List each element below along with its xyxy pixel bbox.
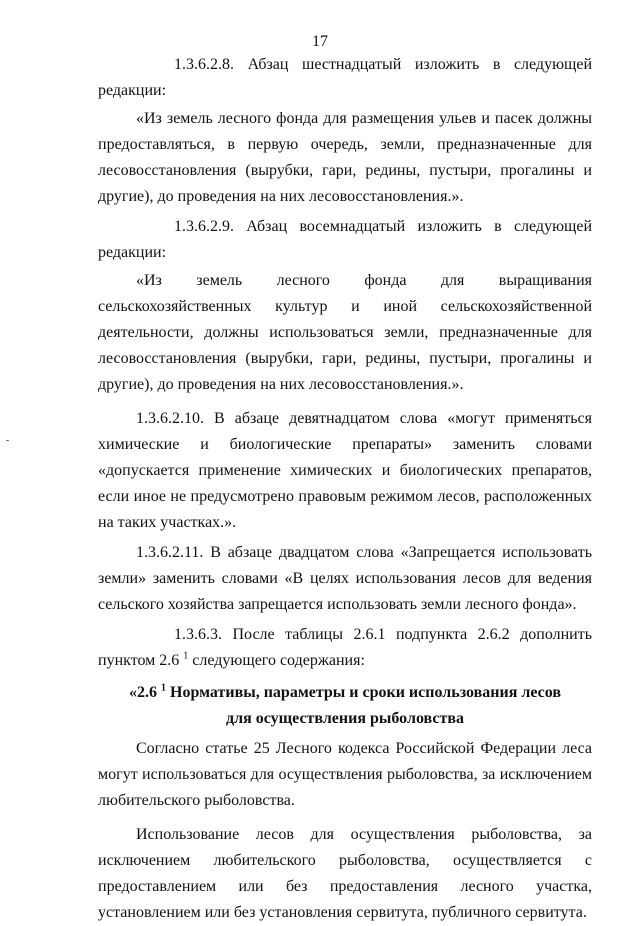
item-number: 1.3.6.2.8. bbox=[174, 56, 234, 73]
paragraph-1-3-6-3 bbox=[98, 622, 592, 674]
item-1-3-6-2-8 bbox=[98, 52, 592, 104]
document-body bbox=[98, 48, 592, 926]
paragraph-1-3-6-2-11: 1.3.6.2.11. В абзаце двадцатом слова «Запрещается использовать земли» заменить словами «В целях использования лесов для ведения сельского хозяйства запрещается использовать земли лесного фонда». bbox=[98, 544, 592, 613]
body-paragraph-2: Использование лесов для осуществления рыболовства, за исключением любительского рыболовства, осуществляется с предоставлением или без предоставления лесного участка, установлением или без установления сервитута, публичного сервитута. bbox=[98, 826, 592, 921]
body-paragraph-1: Согласно статье 25 Лесного кодекса Российской Федерации леса могут использоваться для осуществления рыболовства, за исключением любительского рыболовства. bbox=[98, 740, 592, 809]
superscript: 1 bbox=[183, 650, 189, 662]
item-1-3-6-2-9 bbox=[98, 214, 592, 266]
heading-title: Нормативы, параметры и сроки использования лесов bbox=[170, 684, 561, 701]
section-heading-line2: для осуществления рыболовства bbox=[226, 710, 464, 727]
item-text-b: следующего содержания: bbox=[192, 652, 365, 669]
item-quote: «Из земель лесного фонда для выращивания сельскохозяйственных культур и иной сельскохозяйственной деятельности, должны использоваться земли, предназначенные для лесовосстановления (вырубки, гари, редины, пустыри, прогалины и другие), до проведения на них лесовосстановления.». bbox=[98, 272, 592, 393]
item-quote: «Из земель лесного фонда для размещения ульев и пасек должны предоставляться, в первую очередь, земли, предназначенные для лесовосстановления (вырубки, гари, редины, пустыри, прогалины и другие), до проведения на них лесовосстановления.». bbox=[98, 110, 592, 205]
item-text: Абзац восемнадцатый изложить в следующей редакции: bbox=[98, 218, 593, 261]
heading-number: «2.6 bbox=[129, 684, 158, 701]
section-heading bbox=[98, 680, 592, 706]
item-number: 1.3.6.3. bbox=[174, 626, 222, 643]
page-number: 17 bbox=[312, 33, 328, 50]
margin-mark bbox=[6, 440, 9, 441]
item-text-a: После таблицы 2.6.1 подпункта 2.6.2 дополнить пунктом 2.6 bbox=[98, 626, 593, 669]
item-number: 1.3.6.2.9. bbox=[174, 218, 234, 235]
heading-superscript: 1 bbox=[161, 682, 167, 694]
item-text: Абзац шестнадцатый изложить в следующей редакции: bbox=[98, 56, 593, 99]
paragraph-1-3-6-2-10: 1.3.6.2.10. В абзаце девятнадцатом слова «могут применяться химические и биологические препараты» заменить словами «допускается применение химических и биологических препаратов, если иное не предусмотрено правовым режимом лесов, расположенных на таких участках.». bbox=[98, 410, 592, 531]
